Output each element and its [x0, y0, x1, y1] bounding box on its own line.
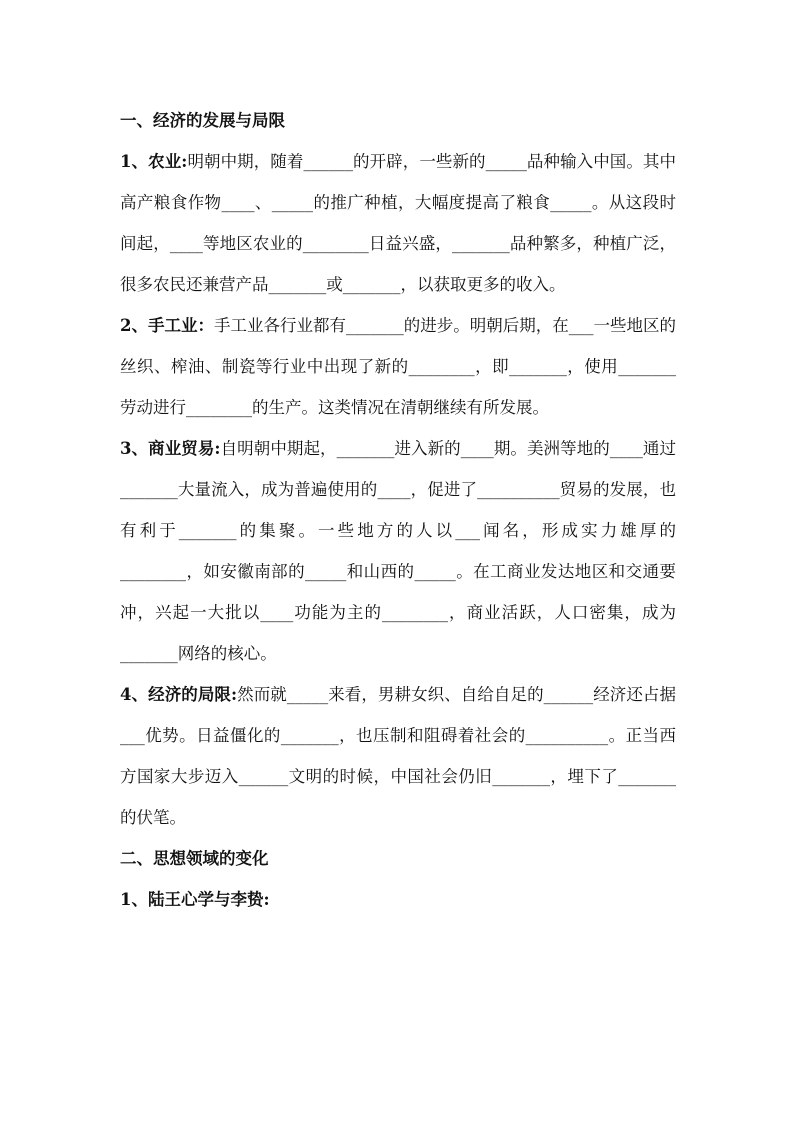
paragraph-label-limitations: 4、经济的局限: — [120, 685, 238, 704]
section-1-heading: 一、经济的发展与局限 — [120, 111, 285, 130]
paragraph-limitations — [120, 674, 676, 838]
paragraph-handicraft — [120, 305, 676, 428]
paragraph-text-limitations: 然而就_____来看，男耕女织、自给自足的______经济还占据___优势。日益僵化的_______，也压制和阻碍着社会的__________。正当西方国家大步迈入______文明的时候，中国社会仍旧_______，埋下了_______的伏笔。 — [120, 685, 677, 827]
paragraph-label-agriculture: 1、农业: — [120, 152, 188, 171]
section-2-subheading: 1、陆王心学与李贽: — [120, 890, 270, 909]
paragraph-text-handicraft: 手工业各行业都有_______的进步。明朝后期，在___一些地区的丝织、榨油、制瓷等行业中出现了新的________，即_______，使用_______劳动进行________的生产。这类情况在清朝继续有所发展。 — [120, 316, 676, 417]
paragraph-text-commerce: 自明朝中期起，_______进入新的____期。美洲等地的____通过_______大量流入，成为普遍使用的____，促进了__________贸易的发展，也有利于_______的集聚。一些地方的人以___闻名，形成实力雄厚的________，如安徽南部的_____和山西的_____。在工商业发达地区和交通要冲，兴起一大批以____功能为主的________，商业活跃，人口密集，成为_______网络的核心。 — [120, 439, 677, 663]
paragraph-text-agriculture: 明朝中期，随着______的开辟，一些新的_____品种输入中国。其中高产粮食作物____、_____的推广种植，大幅度提高了粮食_____。从这段时间起，____等地区农业的________日益兴盛，_______品种繁多，种植广泛，很多农民还兼营产品_______或_______，以获取更多的收入。 — [120, 152, 677, 294]
paragraph-label-handicraft: 2、手工业： — [120, 316, 214, 335]
paragraph-label-commerce: 3、商业贸易: — [120, 439, 221, 458]
worksheet-page — [120, 100, 676, 920]
section-2-heading: 二、思想领域的变化 — [120, 849, 269, 868]
paragraph-commerce — [120, 428, 676, 674]
paragraph-agriculture — [120, 141, 676, 305]
